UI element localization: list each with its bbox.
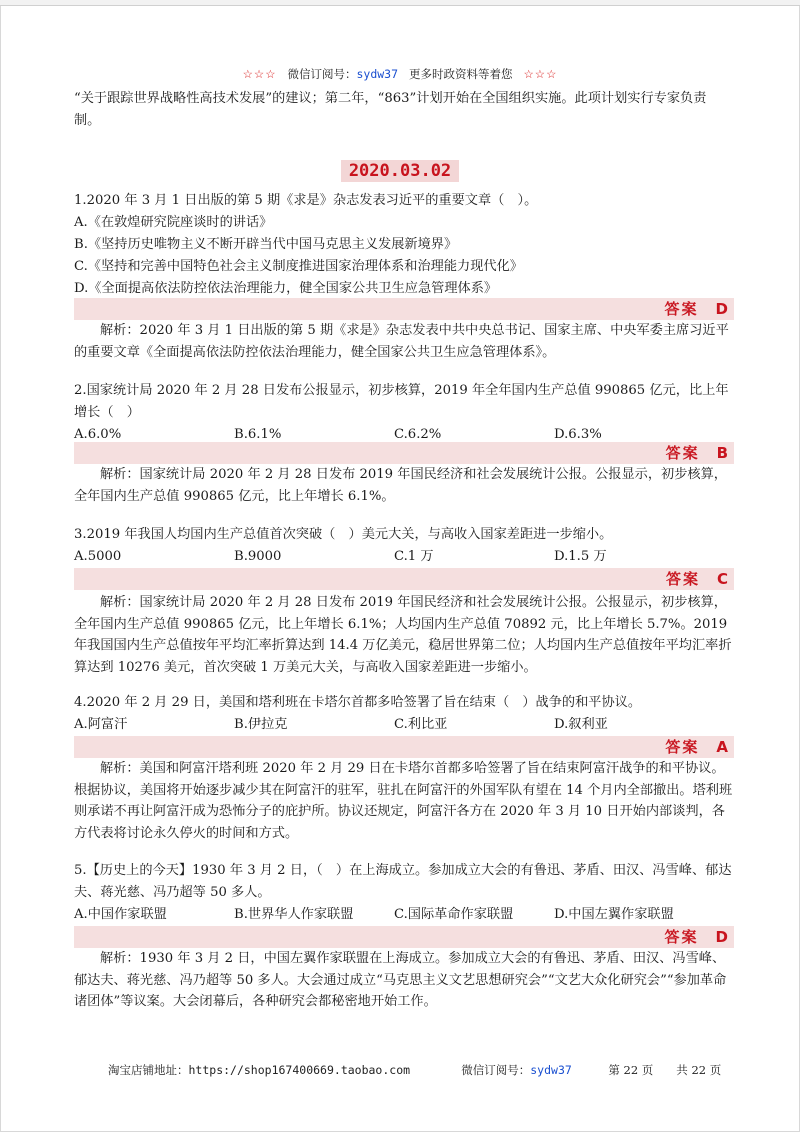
question-stem: 1.2020 年 3 月 1 日出版的第 5 期《求是》杂志发表习近平的重要文章（ ）。 — [74, 193, 538, 208]
question-stem: 3.2019 年我国人均国内生产总值首次突破（ ）美元大关，与高收入国家差距进一步缩小。 — [74, 527, 613, 542]
explanation-4: 解析：美国和阿富汗塔利班 2020 年 2 月 29 日在卡塔尔首都多哈签署了旨在结束阿富汗战争的和平协议。根据协议，美国将开始逐步减少其在阿富汗的驻军，驻扎在阿富汗的外国军队有望在 14 个月内全部撤出。塔利班则承诺不再让阿富汗成为恐怖分子的庇护所。协议还规定，阿富汗各方在 2020 年 3 月 10 日开始内部谈判，各方代表将讨论永久停火的时间和方式。 — [74, 761, 733, 841]
intro-paragraph: “关于跟踪世界战略性高技术发展”的建议；第二年，“863”计划开始在全国组织实施。此项计划实行专家负责制。 — [74, 91, 707, 128]
answer-bar-1 — [74, 298, 734, 320]
answer-label: 答案 D — [664, 928, 730, 946]
answer-label: 答案 B — [665, 444, 730, 462]
question-3 — [74, 524, 734, 568]
footer-shop-label: 淘宝店铺地址： — [108, 1063, 189, 1077]
answer-label: 答案 C — [665, 570, 730, 588]
answer-bar-2 — [74, 442, 734, 464]
header-stars-left: ☆☆☆ — [242, 67, 277, 81]
header-tagline: 更多时政资料等着您 — [409, 67, 513, 81]
option-a: A.6.0% — [74, 427, 122, 442]
explanation-3: 解析：国家统计局 2020 年 2 月 28 日发布 2019 年国民经济和社会发展统计公报。公报显示，初步核算，全年国内生产总值 990865 亿元，比上年增长 6.1%；人均国内生产总值 70892 元，比上年增长 5.7%。2019 年我国国内生产总值按年平均汇率折算达到 14.4 万亿美元，稳居世界第二位；人均国内生产总值按年平均汇率折算达到 10276 美元，首次突破 1 万美元大关，与高收入国家差距进一步缩小。 — [74, 595, 732, 675]
answer-label: 答案 A — [665, 738, 730, 756]
explanation-5: 解析：1930 年 3 月 2 日，中国左翼作家联盟在上海成立。参加成立大会的有鲁迅、茅盾、田汉、冯雪峰、郁达夫、蒋光慈、冯乃超等 50 多人。大会通过成立“马克思主义文艺思想研究会”“文艺大众化研究会”“参加革命诸团体”等议案。大会闭幕后，各种研究会都秘密地开始工作。 — [74, 951, 727, 1009]
question-4 — [74, 692, 734, 736]
option-d: D.6.3% — [554, 427, 602, 442]
options-row — [74, 546, 734, 568]
footer-wechat-account: sydw37 — [530, 1063, 572, 1077]
option-c: C.1 万 — [394, 549, 434, 564]
header-stars-right: ☆☆☆ — [523, 67, 558, 81]
header-label: 微信订阅号： — [287, 67, 357, 81]
viewer-top-edge — [0, 0, 800, 6]
footer-wechat-label: 微信订阅号： — [461, 1063, 531, 1077]
option-b: B.《坚持历史唯物主义不断开辟当代中国马克思主义发展新境界》 — [74, 237, 458, 252]
answer-bar-4 — [74, 736, 734, 758]
option-b: B.伊拉克 — [234, 717, 288, 732]
options-row — [74, 714, 734, 736]
option-d: D.中国左翼作家联盟 — [554, 907, 674, 922]
option-d: D.《全面提高依法防控依法治理能力，健全国家公共卫生应急管理体系》 — [74, 281, 498, 296]
option-b: B.世界华人作家联盟 — [234, 907, 354, 922]
question-5 — [74, 860, 734, 926]
option-c: C.国际革命作家联盟 — [394, 907, 514, 922]
option-a: A.5000 — [74, 549, 122, 564]
footer-shop-link[interactable]: https://shop167400669.taobao.com — [188, 1063, 411, 1077]
header-account: sydw37 — [356, 67, 399, 81]
page-footer — [108, 1062, 721, 1078]
date-title: 2020.03.02 — [341, 160, 459, 182]
option-b: B.9000 — [234, 549, 282, 564]
option-b: B.6.1% — [234, 427, 282, 442]
options-row — [74, 904, 734, 926]
option-a: A.中国作家联盟 — [74, 907, 167, 922]
option-c: C.6.2% — [394, 427, 442, 442]
question-stem: 5.【历史上的今天】1930 年 3 月 2 日，（ ）在上海成立。参加成立大会的有鲁迅、茅盾、田汉、冯雪峰、郁达夫、蒋光慈、冯乃超等 50 多人。 — [74, 863, 732, 900]
question-stem: 2.国家统计局 2020 年 2 月 28 日发布公报显示，初步核算，2019 年全年国内生产总值 990865 亿元，比上年增长（ ） — [74, 383, 729, 420]
option-a: A.《在敦煌研究院座谈时的讲话》 — [74, 215, 273, 230]
date-heading — [0, 160, 800, 182]
explanation-1: 解析：2020 年 3 月 1 日出版的第 5 期《求是》杂志发表中共中央总书记、国家主席、中央军委主席习近平的重要文章《全面提高依法防控依法治理能力，健全国家公共卫生应急管理体系》。 — [74, 323, 729, 360]
option-c: C.《坚持和完善中国特色社会主义制度推进国家治理体系和治理能力现代化》 — [74, 259, 523, 274]
page-header — [0, 66, 800, 82]
option-c: C.利比亚 — [394, 717, 448, 732]
option-a: A.阿富汗 — [74, 717, 128, 732]
question-1 — [74, 190, 734, 300]
option-d: D.1.5 万 — [554, 549, 607, 564]
answer-bar-3 — [74, 568, 734, 590]
page-number: 第 22 页 共 22 页 — [608, 1063, 722, 1077]
explanation-2: 解析：国家统计局 2020 年 2 月 28 日发布 2019 年国民经济和社会发展统计公报。公报显示，初步核算，全年国内生产总值 990865 亿元，比上年增长 6.1%。 — [74, 467, 727, 504]
answer-bar-5 — [74, 926, 734, 948]
question-stem: 4.2020 年 2 月 29 日，美国和塔利班在卡塔尔首都多哈签署了旨在结束（ ）战争的和平协议。 — [74, 695, 642, 710]
question-2 — [74, 380, 734, 446]
option-d: D.叙利亚 — [554, 717, 608, 732]
answer-label: 答案 D — [664, 300, 730, 318]
